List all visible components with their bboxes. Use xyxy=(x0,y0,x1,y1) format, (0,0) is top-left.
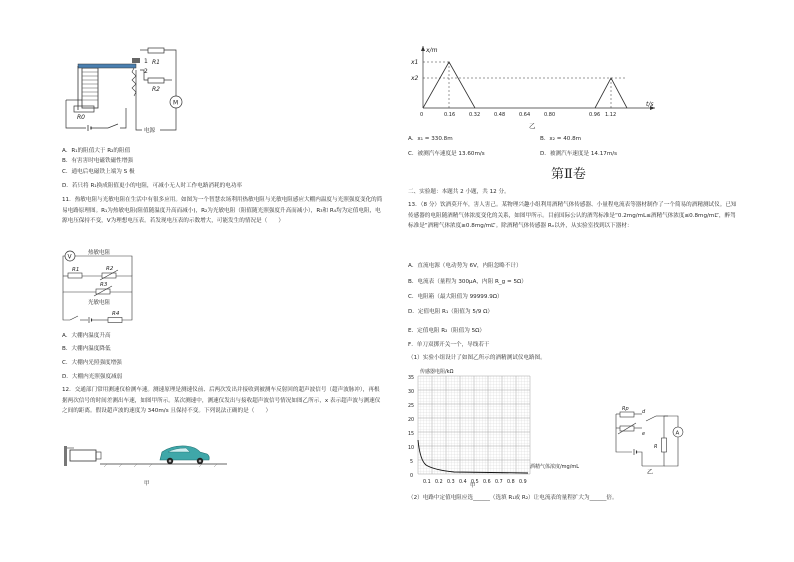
xtick-02: 0.2 xyxy=(435,480,443,485)
q10-option-a: A．R₁的阻值大于 R₂的阻值 xyxy=(62,148,131,154)
tick-112: 1.12 xyxy=(605,112,617,118)
rp-label: Rp xyxy=(622,406,629,412)
tick-032: 0.32 xyxy=(469,112,481,118)
sub-question-2: （2）电路中定值电阻应选______（选填 R₁或 R₂）让电流表的量程扩大为______倍。 xyxy=(408,495,618,501)
q12-option-a: A．x₁ = 330.8m xyxy=(408,136,453,142)
q11-text: 11．热敏电阻与光敏电阻在生活中有很多应用。如图为一个智慧农场利用热敏电阻与光敏电阻感应大棚内温度与光照强度变化的简易电路原理图。R₁为热敏电阻(阻值随温度升高而减小)，R₂为光敏电阻（阻值随光照强度升高而减小），R₃和 R₄均为定值电阻，电源电压保持不变，V为理想电压表。若发现电压表的示数增大，可能发生的情况是（ ） xyxy=(62,197,383,224)
xtick-03: 0.3 xyxy=(447,480,455,485)
e-label: e xyxy=(642,431,646,437)
tick-096: 0.96 xyxy=(589,112,601,118)
sensor-resistance-chart xyxy=(404,364,584,490)
q10-option-c: C．通电后电磁铁上端为 S 极 xyxy=(62,169,135,175)
xtick-05: 0.5 xyxy=(471,480,479,485)
q12-option-c: C．被测汽车速度是 13.60m/s xyxy=(408,151,485,157)
graph-x-label: t/s xyxy=(646,101,654,108)
graph-x1-label: x1 xyxy=(411,59,419,66)
q12-text: 12．交通部门常用测速仪检测车速。测速原理是测速仪前、后两次发出并接收到被测车反射回的超声波信号（超声波脉冲），再根据两次信号的时间差测出车速，如图甲所示。某次测速中，测速仪发出与接收超声波信号情况如图乙所示，x 表示超声波与测速仪之间的距离。假设超声波的速度为 340m/s 且保持不变。下列说法正确的是（ ） xyxy=(62,387,381,414)
fig3-caption: 甲 xyxy=(144,481,150,487)
q11-option-d: D．大棚内光照强度减弱 xyxy=(62,374,123,380)
thermistor-circuit-figure xyxy=(60,248,140,326)
d-label: d xyxy=(642,409,646,415)
distance-time-graph xyxy=(405,42,665,132)
ytick-20: 20 xyxy=(408,418,415,423)
chart-y-label: 传感器电阻/kΩ xyxy=(420,369,454,375)
material-e: E．定值电阻 R₂（阻值为 5Ω） xyxy=(408,328,485,334)
graph-y-label: x/m xyxy=(426,47,438,54)
section-title: 二、实验题：本题共 2 小题，共 12 分。 xyxy=(408,189,510,195)
photoresistor-label: 光敏电阻 xyxy=(88,300,111,306)
sub-question-1: （1）实验小组设计了如图乙所示的酒精测试仪电路图。 xyxy=(408,355,546,361)
ytick-0: 0 xyxy=(410,474,414,479)
part-two-heading: 第Ⅱ卷 xyxy=(551,167,586,182)
material-a: A．直流电源（电动势为 6V，内阻忽略不计） xyxy=(408,263,522,269)
r2-label: R2 xyxy=(106,266,114,272)
ytick-10: 10 xyxy=(408,446,415,451)
circuit-b-caption: 乙 xyxy=(647,469,654,476)
r3-label: R3 xyxy=(100,282,108,288)
chart-x-label: 酒精气体浓度/mg/mL xyxy=(530,464,580,470)
material-f: F．单刀双掷开关一个，导线若干 xyxy=(408,342,490,348)
q11-option-a: A．大棚内温度升高 xyxy=(62,333,111,339)
tick-064: 0.64 xyxy=(519,112,531,118)
xtick-09: 0.9 xyxy=(519,480,527,485)
ytick-35: 35 xyxy=(408,376,415,381)
ytick-25: 25 xyxy=(408,404,415,409)
material-b: B．电流表（量程为 300μA，内阻 R_g = 5Ω） xyxy=(408,279,527,285)
tick-016: 0.16 xyxy=(444,112,456,118)
tick-080: 0.80 xyxy=(544,112,556,118)
r0-label: R0 xyxy=(77,114,85,121)
motor-label: M xyxy=(173,99,179,107)
r4-label: R4 xyxy=(112,311,120,317)
q10-option-b: B．有害害时电磁铁磁性增强 xyxy=(62,158,133,164)
thermistor-label: 热敏电阻 xyxy=(88,250,111,256)
voltmeter-label: V xyxy=(67,253,72,261)
r2-label: R2 xyxy=(152,86,160,93)
xtick-01: 0.1 xyxy=(423,480,431,485)
supply-label: 电源 xyxy=(144,128,156,134)
alcohol-tester-circuit xyxy=(612,404,690,476)
q11-option-c: C．大棚内光照强度增强 xyxy=(62,360,122,366)
speed-detector-figure xyxy=(62,440,232,475)
chart-caption: 甲 xyxy=(470,483,476,489)
q11-option-b: B．大棚内温度降低 xyxy=(62,346,111,352)
q12-option-d: D．被测汽车速度是 14.17m/s xyxy=(540,151,618,157)
xtick-06: 0.6 xyxy=(483,480,491,485)
xtick-04: 0.4 xyxy=(459,480,467,485)
graph-x2-label: x2 xyxy=(411,75,419,82)
contact-2-label: 2 xyxy=(144,68,148,75)
q13-text: 13．（8 分）饮酒莫开车，害人害己。某物理兴趣小组利用酒精气体传感器、小量程电流表等器材制作了一个简易的酒精测试仪。已知传感器的电阻随酒精气体浓度变化的关系，如图甲所示。目前国际公认的酒驾标准是“0.2mg/mL≤酒精气体浓度≤0.8mg/mL”，醉驾标准是“酒精气体浓度≥0.8mg/mL”。除酒精气体传感器 Rₓ以外，从实验室找到以下器材： xyxy=(408,202,737,229)
material-d: D．定值电阻 R₁（阻值为 5/9 Ω） xyxy=(408,309,493,315)
q12-option-b: B．x₂ = 40.8m xyxy=(540,136,582,142)
r1-label: R1 xyxy=(72,267,80,273)
ytick-15: 15 xyxy=(408,432,415,437)
ytick-5: 5 xyxy=(410,460,414,465)
relay-circuit-figure xyxy=(60,40,190,135)
tick-048: 0.48 xyxy=(494,112,506,118)
r-label: R xyxy=(654,444,658,450)
r1-label: R1 xyxy=(152,59,160,66)
graph-caption: 乙 xyxy=(529,122,536,130)
ytick-30: 30 xyxy=(408,390,415,395)
contact-1-label: 1 xyxy=(144,58,148,65)
tick-0: 0 xyxy=(420,112,424,118)
xtick-07: 0.7 xyxy=(495,480,503,485)
xtick-08: 0.8 xyxy=(507,480,515,485)
material-c: C．电阻箱（最大阻值为 99999.9Ω） xyxy=(408,294,503,300)
q10-option-d: D．若只将 R₁换成阻值更小的电阻，可减小无人时工作电路消耗的电功率 xyxy=(62,183,243,189)
ammeter-label: A xyxy=(675,430,680,437)
